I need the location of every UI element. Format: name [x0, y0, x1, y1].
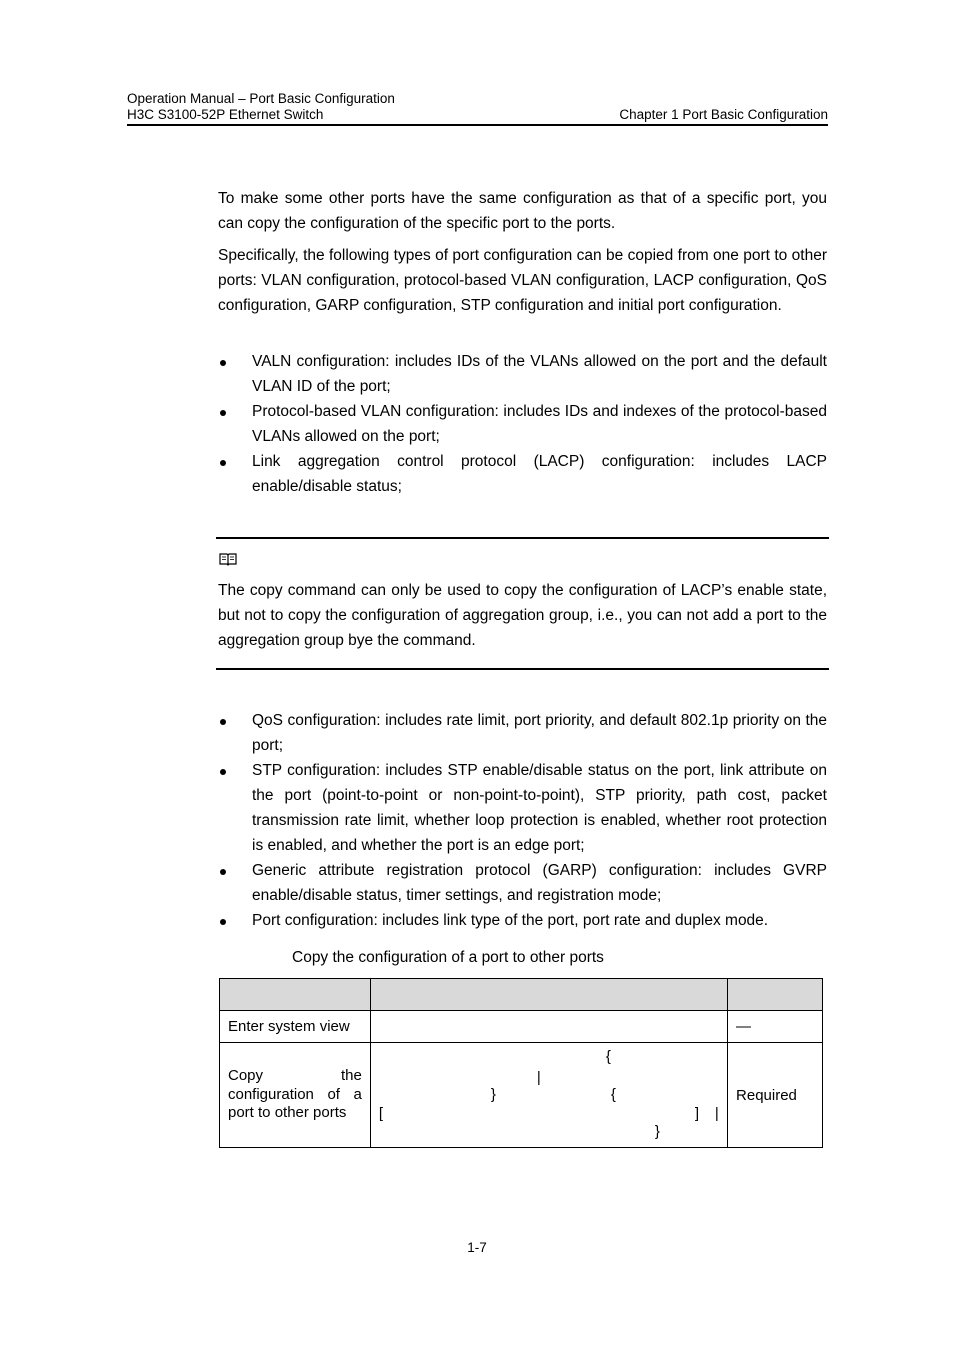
intro-paragraph-1: To make some other ports have the same configuration as that of a specific port, you can copy the configuration of the specific port to the ports. — [218, 190, 827, 232]
list-item: STP configuration: includes STP enable/disable status on the port, link attribute on the port (point-to-point or non-point-to-point), STP priority, path cost, packet transmission rate limit, whether loop protection is enabled, whether root protection is enabled, and whether the port is an edge port; — [252, 762, 827, 854]
table-header-cell — [220, 979, 371, 1011]
table-header-cell — [370, 979, 727, 1011]
intro-paragraph-2: Specifically, the following types of port configuration can be copied from one port to other ports: VLAN configuration, protocol-based VLAN configuration, LACP configuration, QoS configuration, GARP configuration, STP configuration and initial port configuration. — [218, 247, 827, 314]
table-row — [220, 1011, 823, 1043]
bullet-dot — [220, 410, 226, 416]
copy-operation-text: Copy the configuration of a port to other ports — [228, 1067, 362, 1122]
command-brace-close: } — [654, 1123, 660, 1140]
page-number: 1-7 — [467, 1240, 487, 1255]
command-brace-open: { — [605, 1048, 611, 1065]
remark-cell: — — [728, 1011, 823, 1043]
table-header-row — [220, 979, 823, 1011]
bullet-dot — [220, 719, 226, 725]
list-item: VALN configuration: includes IDs of the VLANs allowed on the port and the default VLAN ID of the port; — [252, 353, 827, 395]
bullet-dot — [220, 869, 226, 875]
header-manual-title: Operation Manual – Port Basic Configuration — [127, 91, 395, 106]
command-cell — [370, 1011, 727, 1043]
command-table — [219, 978, 823, 1148]
command-pipe: | — [714, 1105, 719, 1122]
command-bracket-close: ] — [694, 1105, 700, 1122]
bullet-dot — [220, 769, 226, 775]
table-row — [220, 1043, 823, 1148]
bullet-dot — [220, 460, 226, 466]
list-item: QoS configuration: includes rate limit, port priority, and default 802.1p priority on the port; — [252, 712, 827, 754]
header-rule — [127, 124, 828, 126]
book-icon — [219, 552, 237, 566]
operation-cell: Enter system view — [220, 1011, 371, 1043]
list-item: Generic attribute registration protocol (GARP) configuration: includes GVRP enable/disable status, timer settings, and registration mode; — [252, 862, 827, 904]
operation-cell — [220, 1043, 371, 1148]
bullet-dot — [220, 919, 226, 925]
note-bottom-rule — [216, 668, 829, 670]
command-brace-open: { — [610, 1086, 616, 1103]
header-chapter: Chapter 1 Port Basic Configuration — [619, 107, 828, 122]
note-top-rule — [216, 537, 829, 539]
table-caption: Copy the configuration of a port to other ports — [292, 949, 604, 966]
command-pipe: | — [536, 1069, 541, 1086]
list-item: Port configuration: includes link type of the port, port rate and duplex mode. — [252, 912, 769, 929]
remark-cell: Required — [728, 1043, 823, 1148]
list-item: Protocol-based VLAN configuration: includes IDs and indexes of the protocol-based VLANs allowed on the port; — [252, 403, 827, 445]
command-cell — [370, 1043, 727, 1148]
header-product-name: H3C S3100-52P Ethernet Switch — [127, 107, 324, 122]
command-bracket-open: [ — [378, 1105, 384, 1122]
bullet-dot — [220, 360, 226, 366]
table-header-cell — [728, 979, 823, 1011]
command-brace-close: } — [490, 1086, 496, 1103]
list-item: Link aggregation control protocol (LACP) configuration: includes LACP enable/disable status; — [252, 453, 827, 495]
note-text: The copy command can only be used to copy the configuration of LACP’s enable state, but not to copy the configuration of aggregation group, i.e., you can not add a port to the aggregation group bye the command. — [218, 582, 827, 649]
